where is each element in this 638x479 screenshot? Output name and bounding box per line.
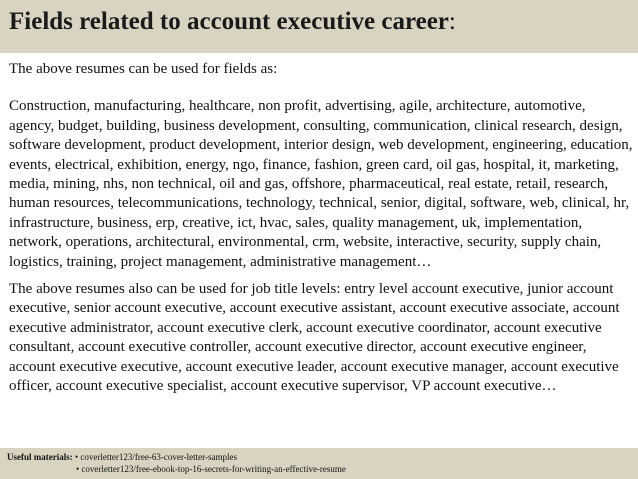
intro-paragraph: The above resumes can be used for fields as:: [9, 61, 278, 77]
job-titles-paragraph: The above resumes also can be used for job title levels: entry level account executive, junior account executive, senior account executive, account executive assistant, account executive associate, account executive administrator, account executive clerk, account executive coordinator, account executive consultant, account executive controller, account executive director, account executive engineer, account executive executive, account executive leader, account executive manager, account executive officer, account executive specialist, account executive supervisor, VP account executive…: [9, 281, 620, 395]
page-title-colon: :: [448, 8, 456, 35]
useful-materials-label: Useful materials:: [7, 452, 73, 462]
footer-link-resume-ebook[interactable]: • coverletter123/free-ebook-top-16-secrets-for-writing-an-effective-resume: [76, 464, 346, 474]
footer-row-first: [7, 451, 638, 463]
main-content: [9, 60, 633, 397]
page-title: [9, 7, 638, 37]
footer-row-second: [7, 463, 638, 475]
fields-paragraph: Construction, manufacturing, healthcare, non profit, advertising, agile, architecture, automotive, agency, budget, building, business development, consulting, communication, clinical research, design, software development, product development, interior design, web development, engineering, education, events, electrical, exhibition, energy, ngo, finance, fashion, green card, oil gas, hospital, it, marketing, media, mining, nhs, non technical, oil and gas, offshore, pharmaceutical, real estate, retail, research, human resources, telecommunications, technology, technical, senior, digital, software, web, clinical, hr, infrastructure, business, erp, creative, ict, hvac, sales, quality management, uk, implementation, network, operations, architectural, environmental, crm, website, interactive, security, supply chain, logistics, training, project management, administrative management…: [9, 98, 633, 270]
footer-bar: [0, 448, 638, 479]
page-title-text: Fields related to account executive career: [9, 8, 449, 35]
title-bar: [0, 0, 638, 53]
footer-link-cover-letter-samples[interactable]: • coverletter123/free-63-cover-letter-samples: [74, 452, 237, 462]
